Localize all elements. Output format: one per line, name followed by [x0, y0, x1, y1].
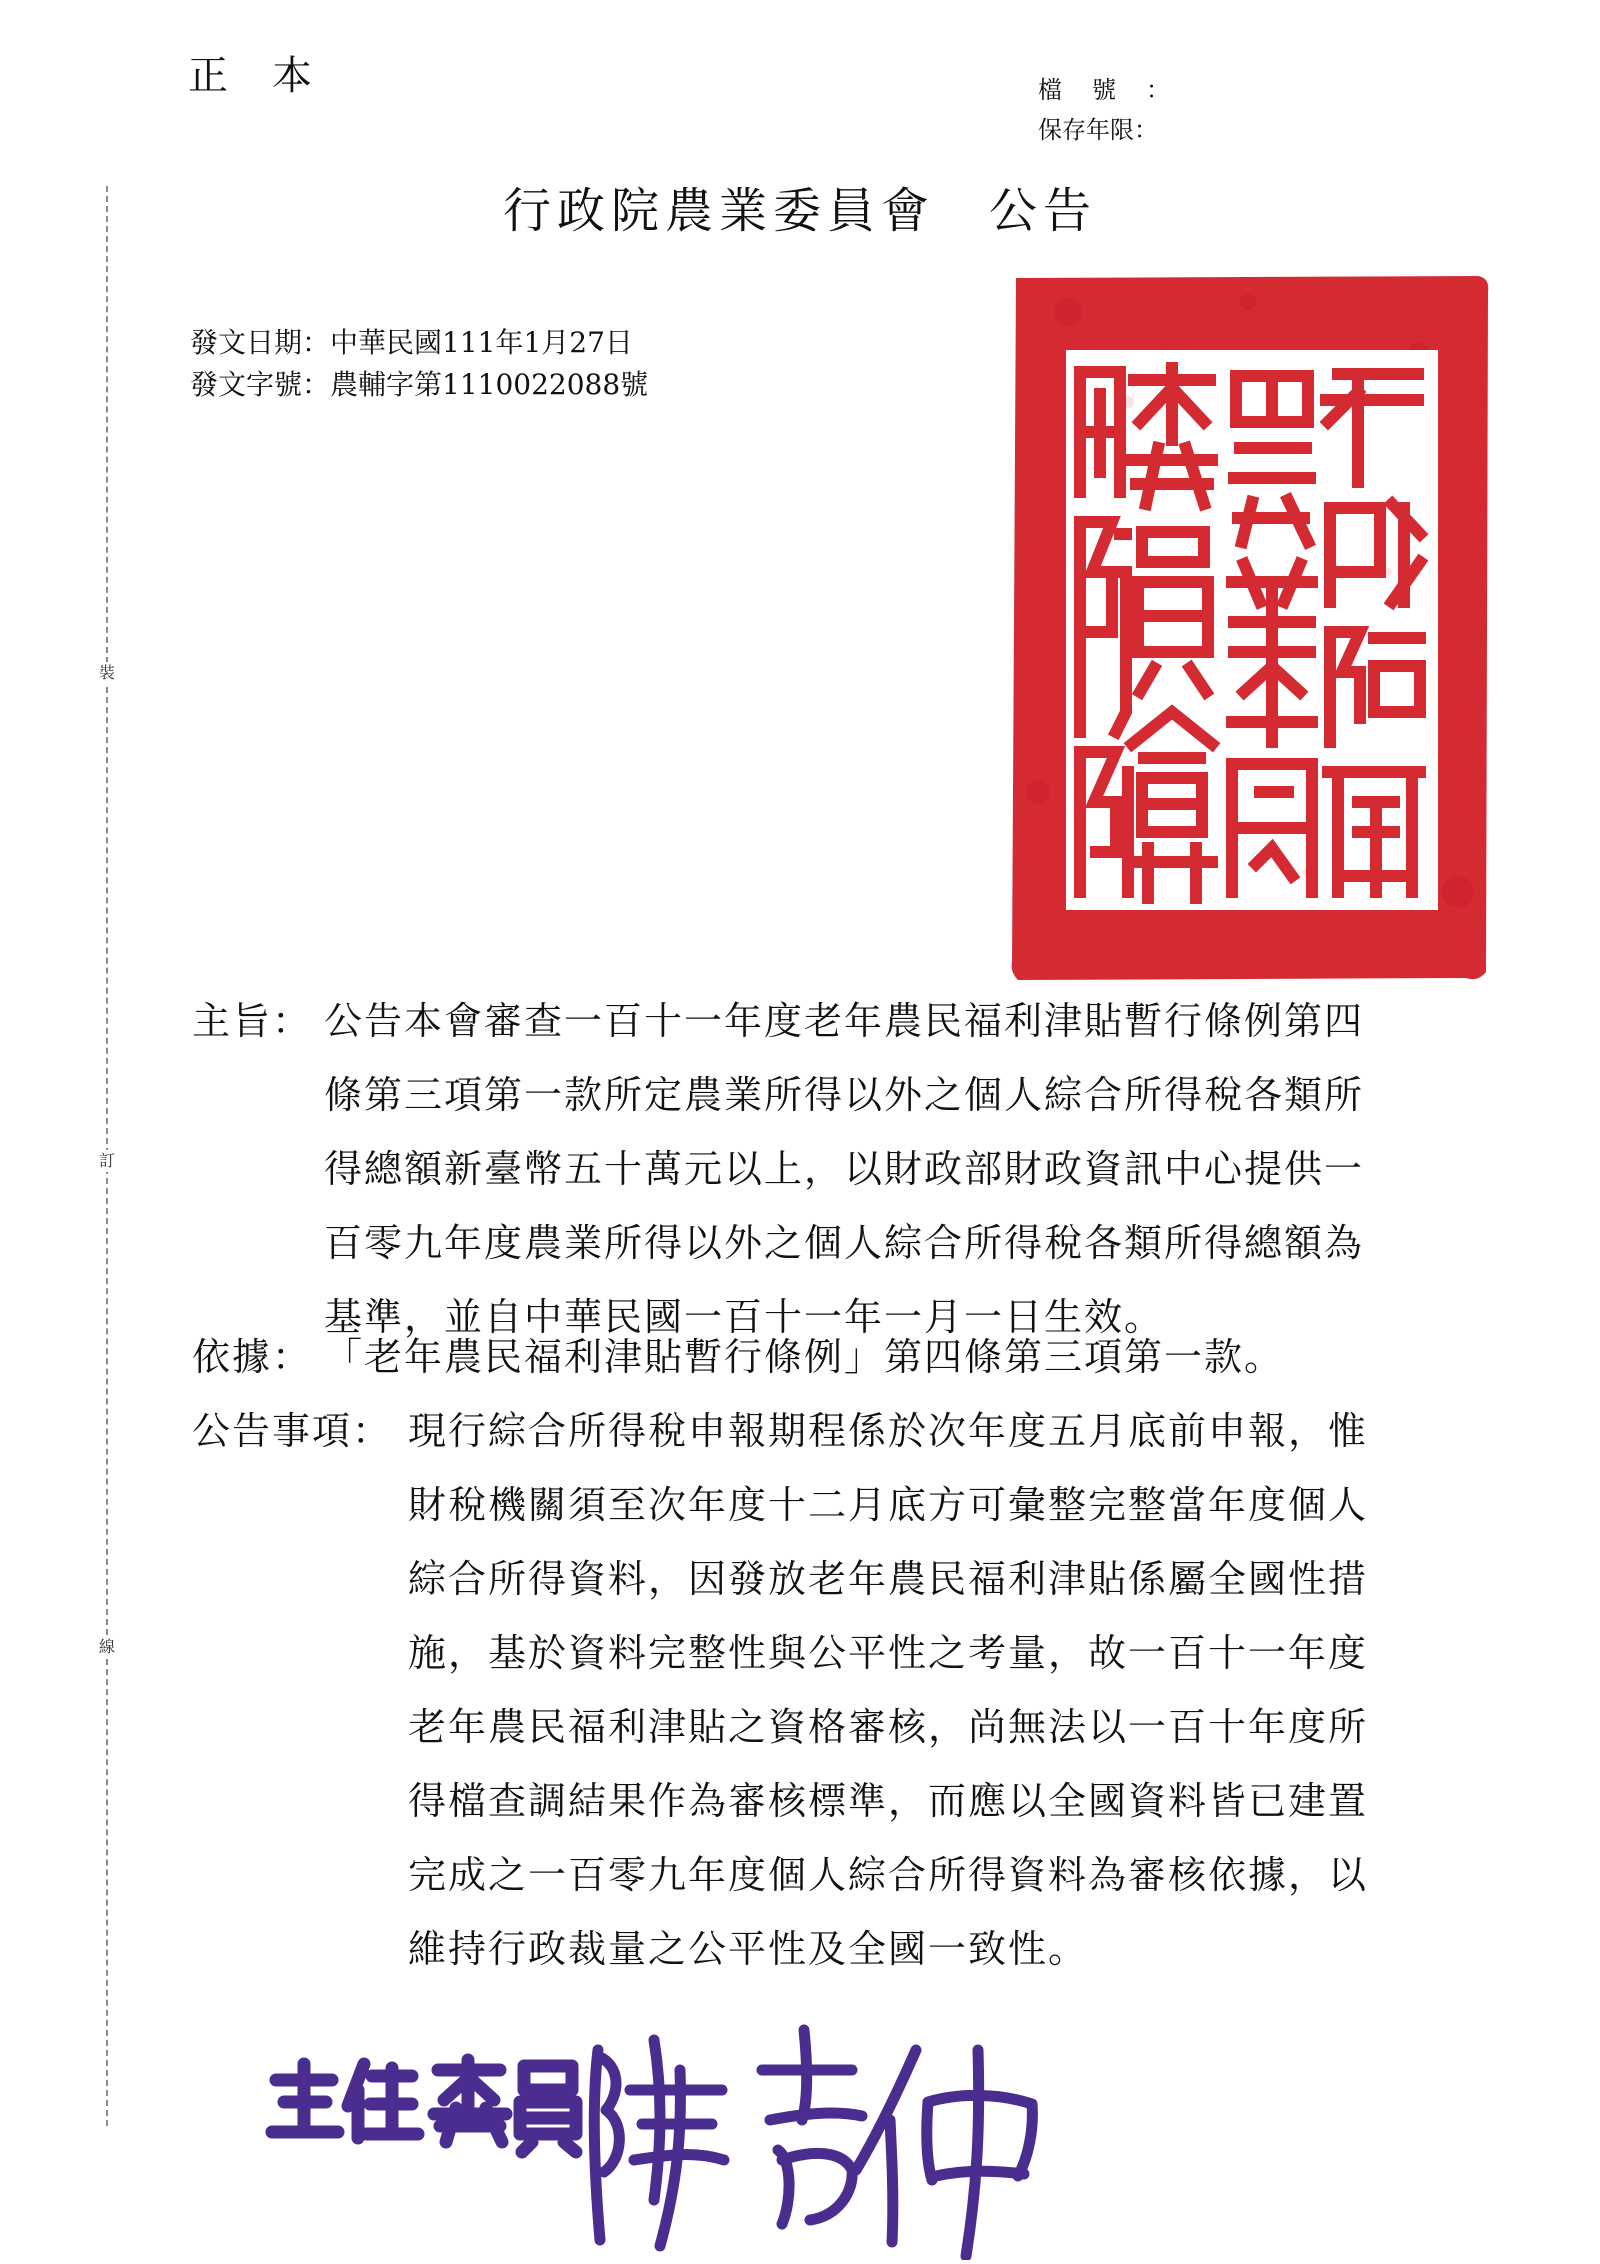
subject-line: 基準，並自中華民國一百十一年一月一日生效。: [324, 1295, 1165, 1339]
notice-line: 得檔查調結果作為審核標準，而應以全國資料皆已建置: [408, 1779, 1369, 1823]
binding-mark-bind: 裝: [96, 662, 118, 684]
notice-line: 維持行政裁量之公平性及全國一致性。: [408, 1927, 1089, 1971]
subject-line: 得總額新臺幣五十萬元以上，以財政部財政資訊中心提供一: [324, 1147, 1365, 1191]
subject-line: 百零九年度農業所得以外之個人綜合所得稅各類所得總額為: [324, 1221, 1365, 1265]
file-meta: [1038, 70, 1200, 150]
binding-mark-staple: 訂: [96, 1150, 118, 1172]
notice-label: 公告事項：: [192, 1409, 393, 1453]
notice-line: 綜合所得資料，因發放老年農民福利津貼係屬全國性措: [408, 1557, 1369, 1601]
notice-line: 施，基於資料完整性與公平性之考量，故一百十一年度: [408, 1631, 1369, 1675]
page-title: 行政院農業委員會 公告: [502, 183, 1097, 239]
copy-label: 正本: [188, 53, 356, 99]
notice-line: 老年農民福利津貼之資格審核，尚無法以一百十年度所: [408, 1705, 1369, 1749]
notice-line: 完成之一百零九年度個人綜合所得資料為審核依據，以: [408, 1853, 1369, 1897]
issue-info: [190, 322, 648, 406]
subject-line: 公告本會審查一百十一年度老年農民福利津貼暫行條例第四: [324, 999, 1365, 1043]
issue-date: 發文日期：中華民國111年1月27日: [190, 326, 633, 359]
file-number-label: 檔號：: [1038, 76, 1200, 104]
retention-period-label: 保存年限：: [1038, 116, 1158, 144]
notice-line: 財稅機關須至次年度十二月底方可彙整完整當年度個人: [408, 1483, 1369, 1527]
binding-mark-line: 線: [96, 1636, 118, 1658]
official-seal: [1008, 272, 1492, 984]
issue-number: 發文字號：農輔字第1110022088號: [190, 368, 649, 401]
notice-line: 現行綜合所得稅申報期程係於次年度五月底前申報，惟: [408, 1409, 1369, 1453]
basis-label: 依據：: [192, 1335, 313, 1379]
basis-text: 「老年農民福利津貼暫行條例」第四條第三項第一款。: [324, 1335, 1285, 1379]
signature: [262, 2010, 1102, 2260]
subject-label: 主旨：: [192, 999, 313, 1043]
subject-line: 條第三項第一款所定農業所得以外之個人綜合所得稅各類所: [324, 1073, 1365, 1117]
